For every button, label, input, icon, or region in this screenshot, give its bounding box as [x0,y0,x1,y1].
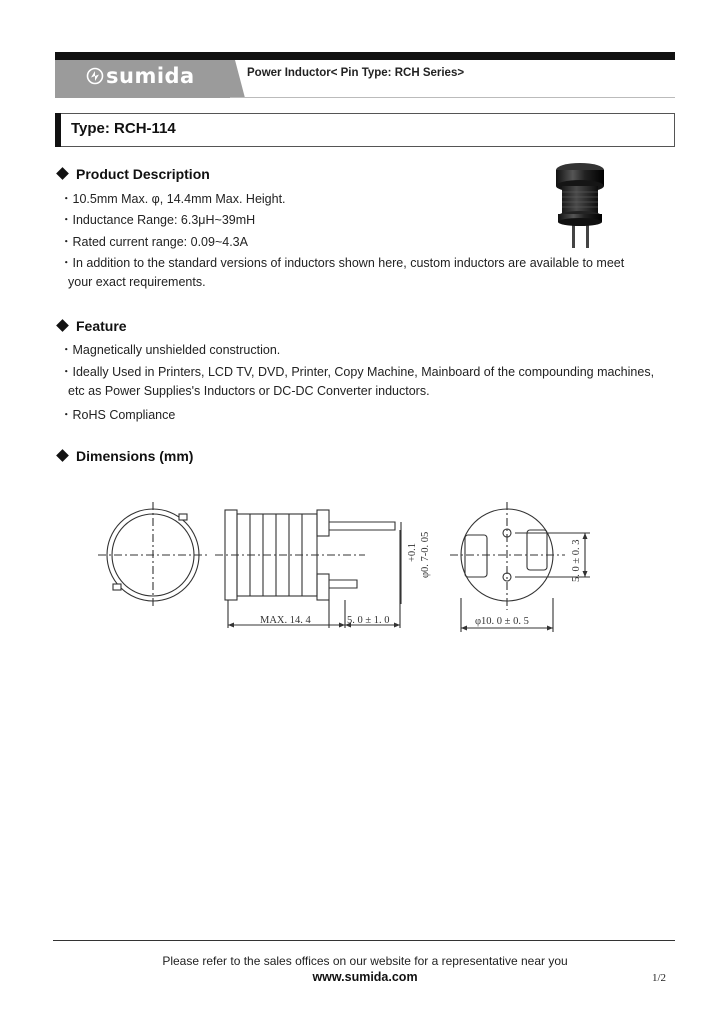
page-number: 1/2 [652,972,667,984]
diamond-bullet-icon [56,319,69,332]
sumida-logo-icon [86,67,104,85]
desc-line: ・10.5mm Max. φ, 14.4mm Max. Height. [60,192,286,206]
desc-line: ・In addition to the standard versions of inductors shown here, custom inductors are available to meet [60,256,625,270]
dimension-drawing [95,500,610,640]
pin-length-label: 5. 0 ± 1. 0 [347,615,390,626]
pin-dia-tolerance-label: +0.1 [407,542,418,562]
feature-line: ・RoHS Compliance [60,408,176,422]
footer-rule [53,940,675,941]
pin-diameter-label: φ0. 7-0. 05 [420,531,431,578]
dimensions-heading: Dimensions (mm) [56,448,193,464]
body-diameter-label: φ10. 0 ± 0. 5 [475,616,529,627]
footer-note: Please refer to the sales offices on our website for a representative near you [162,954,568,968]
brand-logo-text: sumida [106,64,195,88]
inductor-product-photo [548,160,610,252]
desc-line: ・Rated current range: 0.09~4.3A [60,235,248,249]
desc-line: your exact requirements. [68,275,206,289]
type-box-accent [55,113,61,147]
top-view [98,502,208,608]
bottom-view [450,502,590,632]
header-title: Power Inductor< Pin Type: RCH Series> [247,67,465,79]
feature-line: etc as Power Supplies's Inductors or DC-DC Converter inductors. [68,384,430,398]
diamond-bullet-icon [56,167,69,180]
feature-heading: Feature [56,318,127,334]
pitch-label: 5. 0 ± 0. 3 [571,539,582,582]
type-label: Type: RCH-114 [71,120,176,137]
feature-line: ・Ideally Used in Printers, LCD TV, DVD, Printer, Copy Machine, Mainboard of the compounding machines, [60,365,655,379]
footer-website-link[interactable]: www.sumida.com [312,970,418,984]
side-view [215,510,401,628]
feature-line: ・Magnetically unshielded construction. [60,343,281,357]
product-description-heading: Product Description [56,166,210,182]
desc-line: ・Inductance Range: 6.3μH~39mH [60,213,256,227]
diamond-bullet-icon [56,449,69,462]
header-underline [230,97,675,98]
header-top-rule [55,52,675,60]
max-height-label: MAX. 14. 4 [260,615,311,626]
